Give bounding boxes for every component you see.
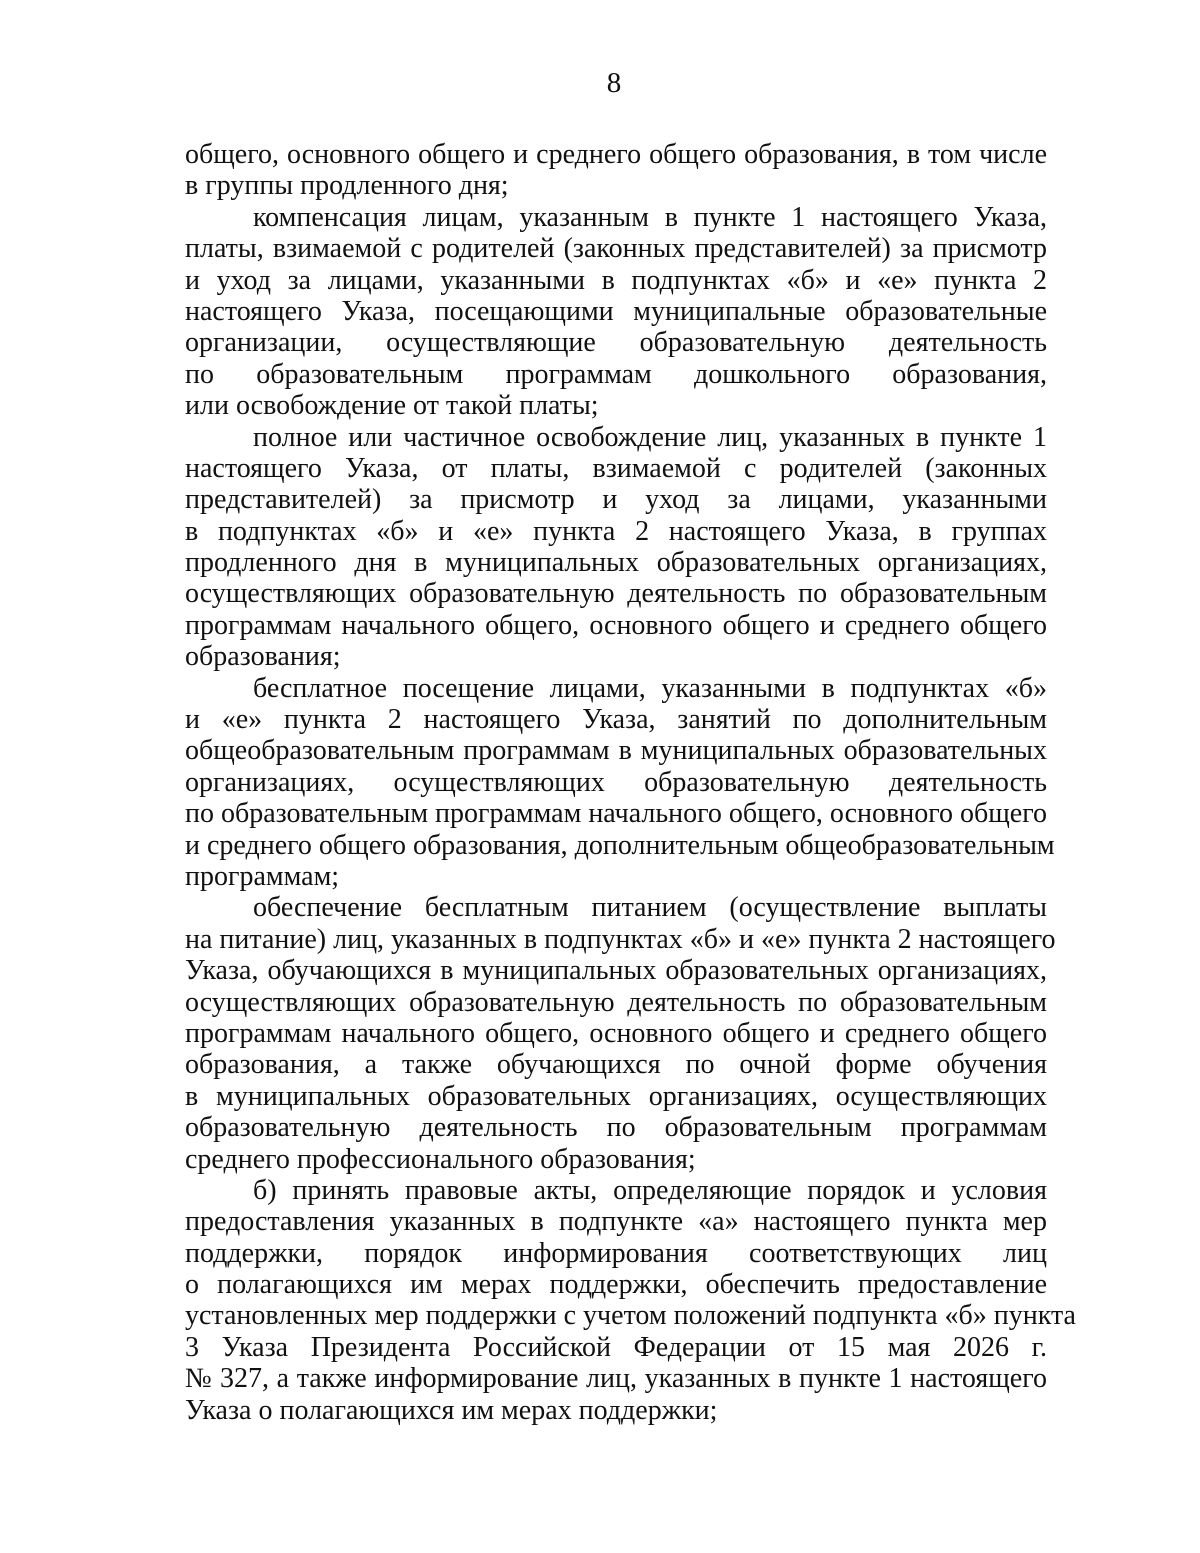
text-line: настоящего Указа, посещающими муниципальные образовательные — [185, 295, 1047, 327]
text-line: по образовательным программам начального общего, основного общего — [185, 798, 1048, 830]
text-line: обеспечение бесплатным питанием (осуществление выплаты — [253, 892, 1047, 924]
text-line: образования; — [185, 641, 341, 673]
text-line: программам; — [185, 860, 340, 892]
text-line: б) принять правовые акты, определяющие порядок и условия — [253, 1174, 1047, 1206]
text-line: платы, взимаемой с родителей (законных представителей) за присмотр — [185, 233, 1047, 265]
text-line: установленных мер поддержки с учетом положений подпункта «б» пункта — [185, 1300, 1076, 1332]
text-line: образовательную деятельность по образовательным программам — [185, 1112, 1047, 1144]
text-line: на питание) лиц, указанных в подпунктах «б» и «е» пункта 2 настоящего — [185, 923, 1056, 955]
text-line: в подпунктах «б» и «е» пункта 2 настоящего Указа, в группах — [185, 515, 1047, 547]
text-line: Указа о полагающихся им мерах поддержки; — [185, 1394, 718, 1426]
text-line: компенсация лицам, указанным в пункте 1 настоящего Указа, — [253, 201, 1047, 233]
text-line: продленного дня в муниципальных образовательных организациях, — [185, 547, 1047, 579]
text-line: общего, основного общего и среднего общего образования, в том числе — [185, 139, 1047, 170]
text-line: организациях, осуществляющих образовательную деятельность — [185, 766, 1047, 798]
text-line: организации, осуществляющие образовательную деятельность — [185, 327, 1047, 359]
text-line: предоставления указанных в подпункте «а» настоящего пункта мер — [185, 1206, 1047, 1238]
text-line: по образовательным программам дошкольного образования, — [185, 358, 1047, 390]
text-line: настоящего Указа, от платы, взимаемой с родителей (законных — [185, 452, 1047, 484]
text-line: о полагающихся им мерах поддержки, обеспечить предоставление — [185, 1269, 1047, 1301]
text-line: поддержки, порядок информирования соответствующих лиц — [185, 1237, 1047, 1269]
text-line: и уход за лицами, указанными в подпунктах «б» и «е» пункта 2 — [185, 264, 1047, 296]
text-line: № 327, а также информирование лиц, указанных в пункте 1 настоящего — [185, 1363, 1047, 1395]
text-line: представителей) за присмотр и уход за лицами, указанными — [185, 484, 1047, 516]
text-line: 3 Указа Президента Российской Федерации от 15 мая 2026 г. — [185, 1331, 1047, 1363]
text-line: программам начального общего, основного общего и среднего общего — [185, 1017, 1047, 1049]
text-line: Указа, обучающихся в муниципальных образовательных организациях, — [185, 955, 1047, 987]
text-line: образования, а также обучающихся по очной форме обучения — [185, 1049, 1047, 1081]
text-line: или освобождение от такой платы; — [185, 390, 599, 422]
text-line: в группы продленного дня; — [185, 170, 509, 202]
text-line: и среднего общего образования, дополнительным общеобразовательным — [185, 829, 1055, 861]
text-line: общеобразовательным программам в муниципальных образовательных — [185, 735, 1047, 767]
text-line: программам начального общего, основного общего и среднего общего — [185, 609, 1047, 641]
text-line: осуществляющих образовательную деятельность по образовательным — [185, 986, 1047, 1018]
text-line: осуществляющих образовательную деятельность по образовательным — [185, 578, 1047, 610]
page-number: 8 — [606, 67, 622, 99]
text-line: среднего профессионального образования; — [185, 1143, 696, 1175]
text-line: полное или частичное освобождение лиц, указанных в пункте 1 — [253, 421, 1047, 453]
text-line: в муниципальных образовательных организациях, осуществляющих — [185, 1080, 1047, 1112]
text-line: и «е» пункта 2 настоящего Указа, занятий по дополнительным — [185, 704, 1047, 736]
document-body — [185, 139, 1076, 1426]
text-line: бесплатное посещение лицами, указанными в подпунктах «б» — [253, 672, 1047, 704]
